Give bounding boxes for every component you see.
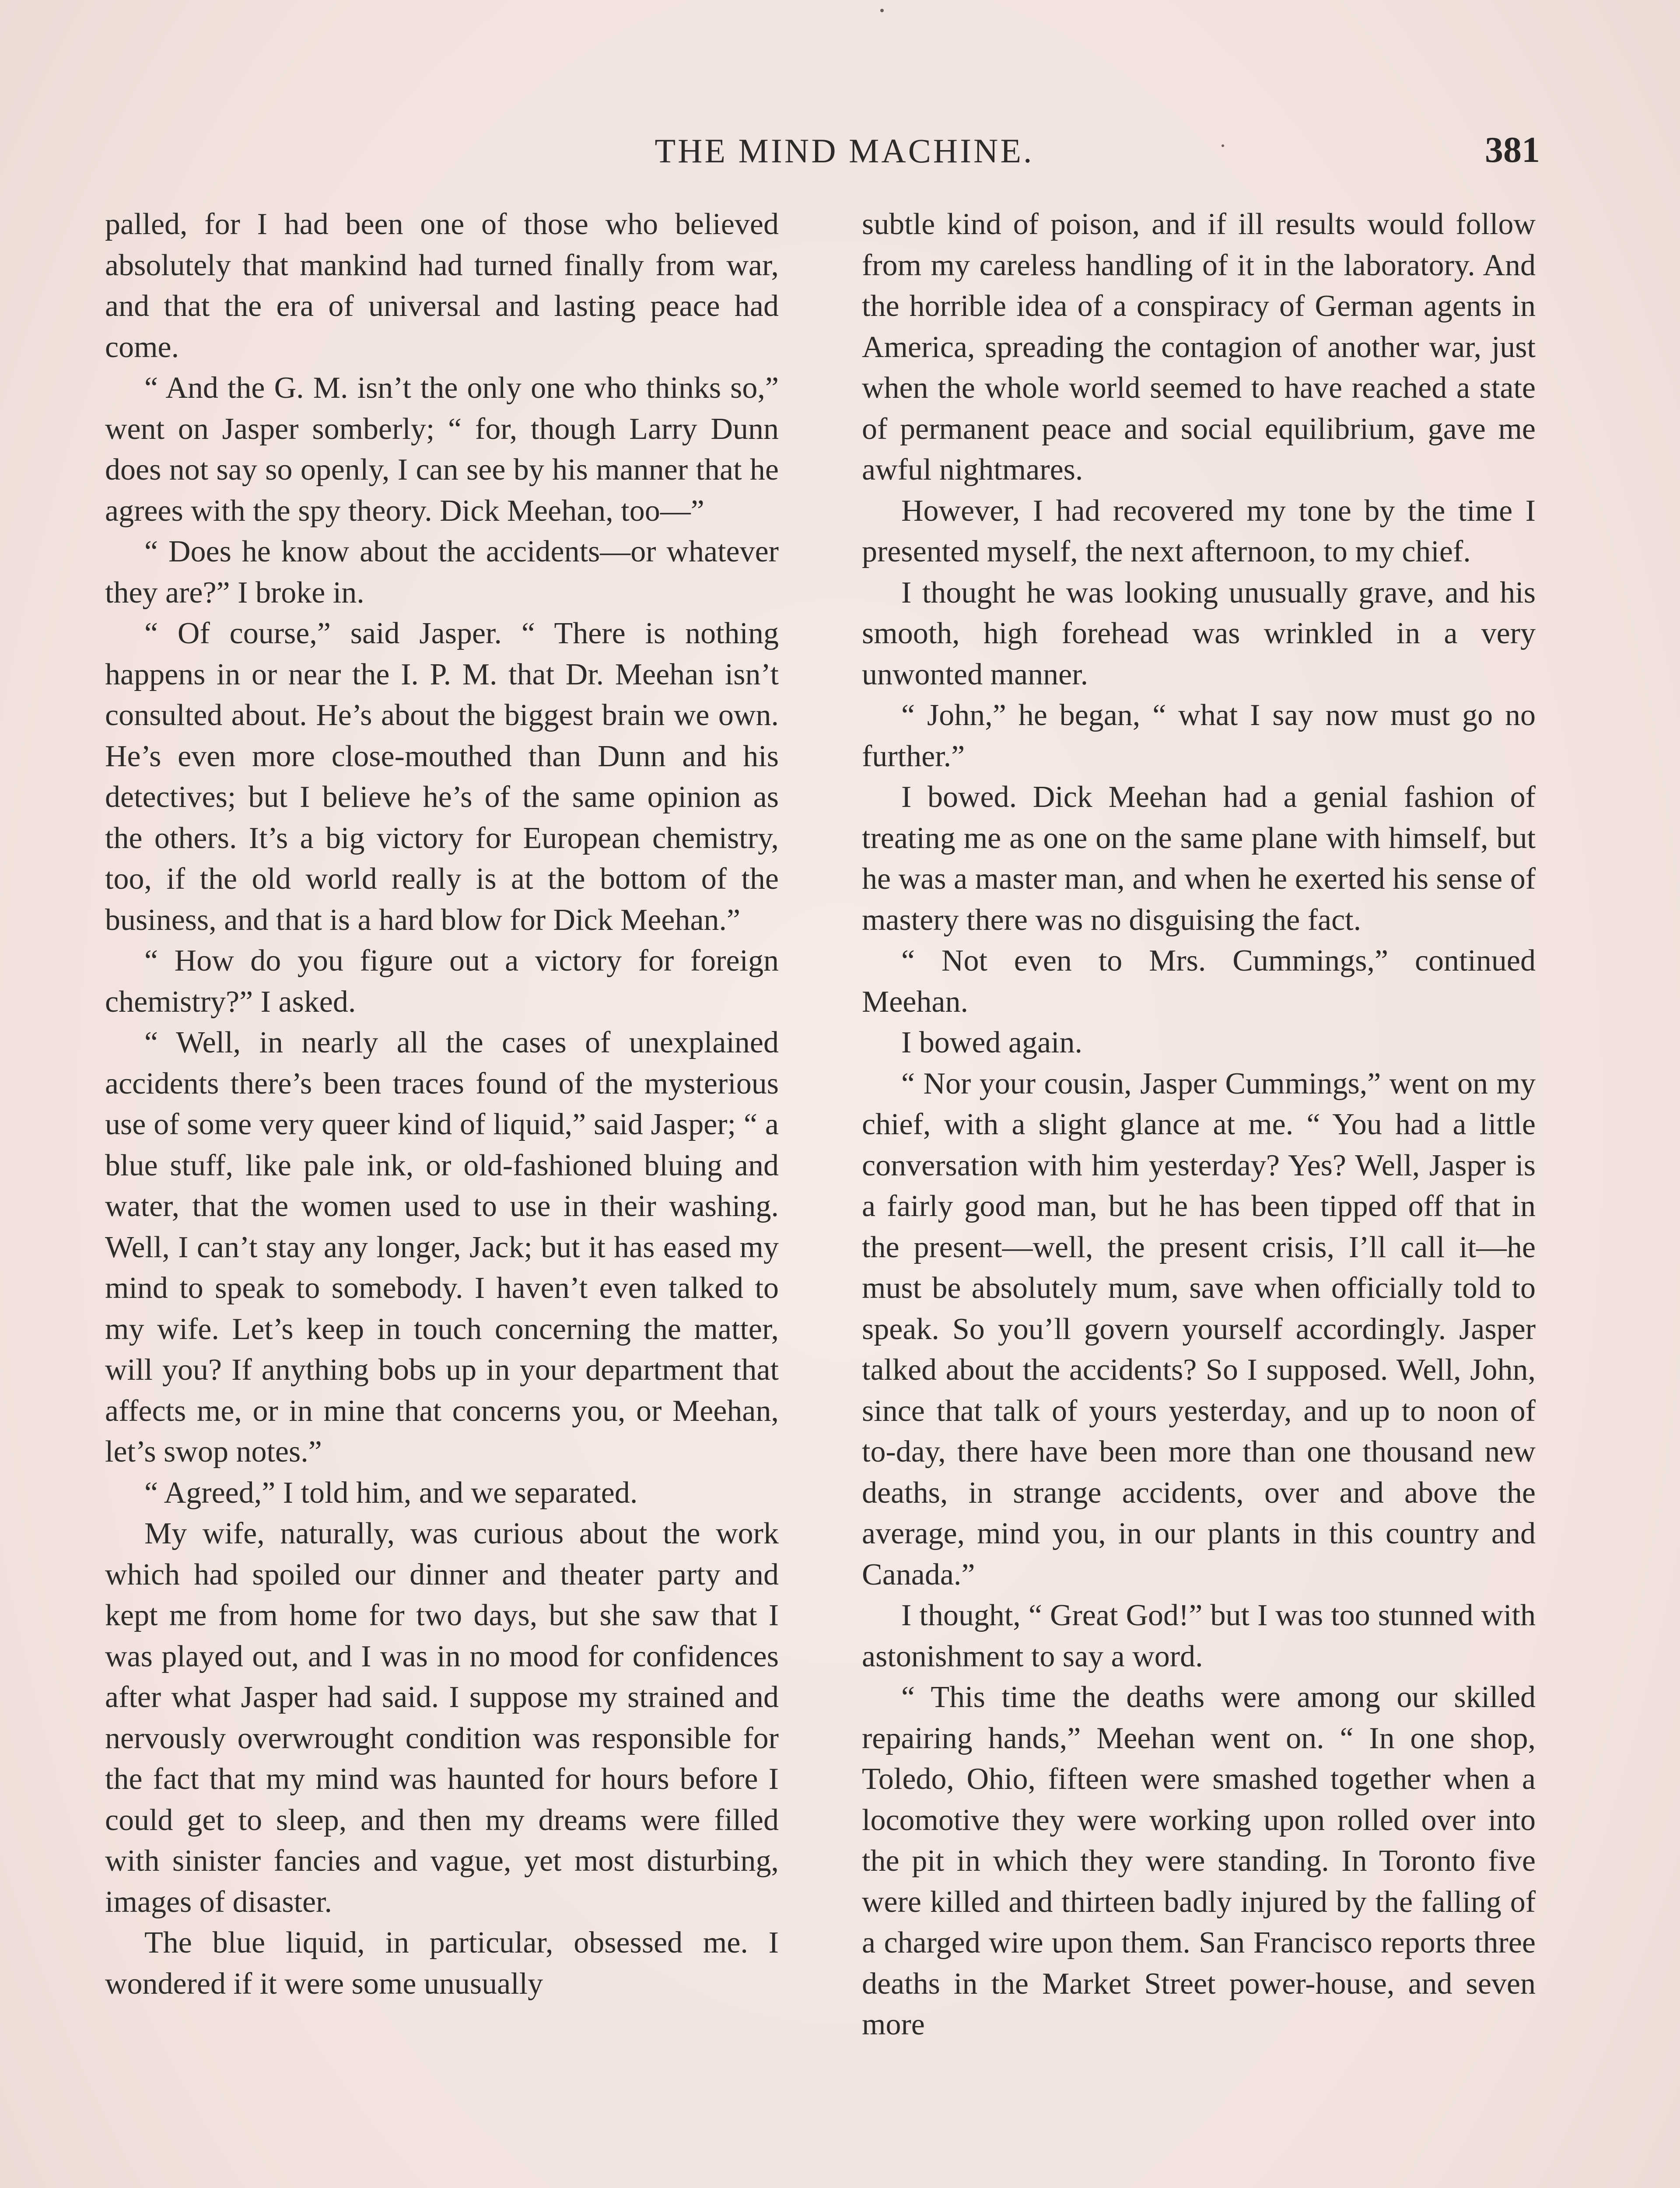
left-text-column bbox=[105, 204, 779, 2004]
paragraph: “ How do you figure out a victory for foreign chemistry?” I asked. bbox=[105, 944, 779, 1019]
paragraph: I thought he was looking unusually grave, and his smooth, high forehead was wrinkled in a very unwonted manner. bbox=[862, 575, 1536, 691]
paragraph: “ Of course,” said Jasper. “ There is nothing happens in or near the I. P. M. that Dr. Meehan isn’t consulted about. He’s about the biggest brain we own. He’s even more close-mouthed than Dunn and his detectives; but I believe he’s of the same opinion as the others. It’s a big victory for European chemistry, too, if the old world really is at the bottom of the business, and that is a hard blow for Dick Meehan.” bbox=[105, 617, 779, 937]
paragraph: “ Nor your cousin, Jasper Cummings,” went on my chief, with a slight glance at me. “ You had a little conversation with him yesterday? Yes? Well, Jasper is a fairly good man, but he has been tipped off that in the present—well, the present crisis, I’ll call it—he must be absolutely mum, save when officially told to speak. So you’ll govern yourself accordingly. Jasper talked about the accidents? So I supposed. Well, John, since that talk of yours yesterday, and up to noon of to-day, there have been more than one thousand new deaths, in strange accidents, over and above the average, mind you, in our plants in this country and Canada.” bbox=[862, 1066, 1536, 1592]
running-head-title: THE MIND MACHINE. bbox=[654, 132, 1034, 170]
paragraph: “ And the G. M. isn’t the only one who thinks so,” went on Jasper somberly; “ for, though Larry Dunn does not say so openly, I can see by his manner that he agrees with the spy theory. Dick Meehan, too—” bbox=[105, 371, 779, 528]
paragraph: I bowed again. bbox=[901, 1026, 1083, 1059]
page-number: 381 bbox=[1485, 130, 1540, 170]
paragraph: My wife, naturally, was curious about the work which had spoiled our dinner and theater party and kept me from home for two days, but she saw that I was played out, and I was in no mood for confidences after what Jasper had said. I suppose my strained and nervously overwrought condition was responsible for the fact that my mind was haunted for hours before I could get to sleep, and then my dreams were filled with sinister fancies and vague, yet most disturbing, images of disaster. bbox=[105, 1517, 779, 1919]
right-text-column bbox=[862, 204, 1536, 2045]
paragraph: “ John,” he began, “ what I say now must go no further.” bbox=[862, 698, 1536, 773]
paragraph: “ Does he know about the accidents—or whatever they are?” I broke in. bbox=[105, 535, 779, 610]
paragraph: palled, for I had been one of those who believed absolutely that mankind had turned finally from war, and that the era of universal and lasting peace had come. bbox=[105, 207, 779, 364]
ink-speck bbox=[1222, 144, 1224, 147]
paragraph: subtle kind of poison, and if ill results would follow from my careless handling of it in the laboratory. And the horrible idea of a conspiracy of German agents in America, spreading the contagion of another war, just when the whole world seemed to have reached a state of permanent peace and social equilibrium, gave me awful nightmares. bbox=[862, 207, 1536, 487]
paragraph: “ This time the deaths were among our skilled repairing hands,” Meehan went on. “ In one shop, Toledo, Ohio, fifteen were smashed together when a locomotive they were working upon rolled over into the pit in which they were standing. In Toronto five were killed and thirteen badly injured by the falling of a charged wire upon them. San Francisco reports three deaths in the Market Street power-house, and seven more bbox=[862, 1680, 1536, 2041]
paragraph: The blue liquid, in particular, obsessed me. I wondered if it were some unusually bbox=[105, 1926, 779, 2001]
paragraph: “ Agreed,” I told him, and we separated. bbox=[144, 1476, 638, 1510]
paragraph: “ Well, in nearly all the cases of unexplained accidents there’s been traces found of the mysterious use of some very queer kind of liquid,” said Jasper; “ a blue stuff, like pale ink, or old-fashioned bluing and water, that the women used to use in their washing. Well, I can’t stay any longer, Jack; but it has eased my mind to speak to somebody. I haven’t even talked to my wife. Let’s keep in touch concerning the matter, will you? If anything bobs up in your department that affects me, or in mine that concerns you, or Meehan, let’s swop notes.” bbox=[105, 1026, 779, 1469]
paragraph: “ Not even to Mrs. Cummings,” continued Meehan. bbox=[862, 944, 1536, 1019]
paragraph: I thought, “ Great God!” but I was too stunned with astonishment to say a word. bbox=[862, 1599, 1536, 1673]
paragraph: However, I had recovered my tone by the time I presented myself, the next afternoon, to my chief. bbox=[862, 494, 1536, 568]
ink-speck bbox=[880, 9, 884, 12]
paragraph: I bowed. Dick Meehan had a genial fashion of treating me as one on the same plane with himself, but he was a master man, and when he exerted his sense of mastery there was no disguising the fact. bbox=[862, 780, 1536, 937]
